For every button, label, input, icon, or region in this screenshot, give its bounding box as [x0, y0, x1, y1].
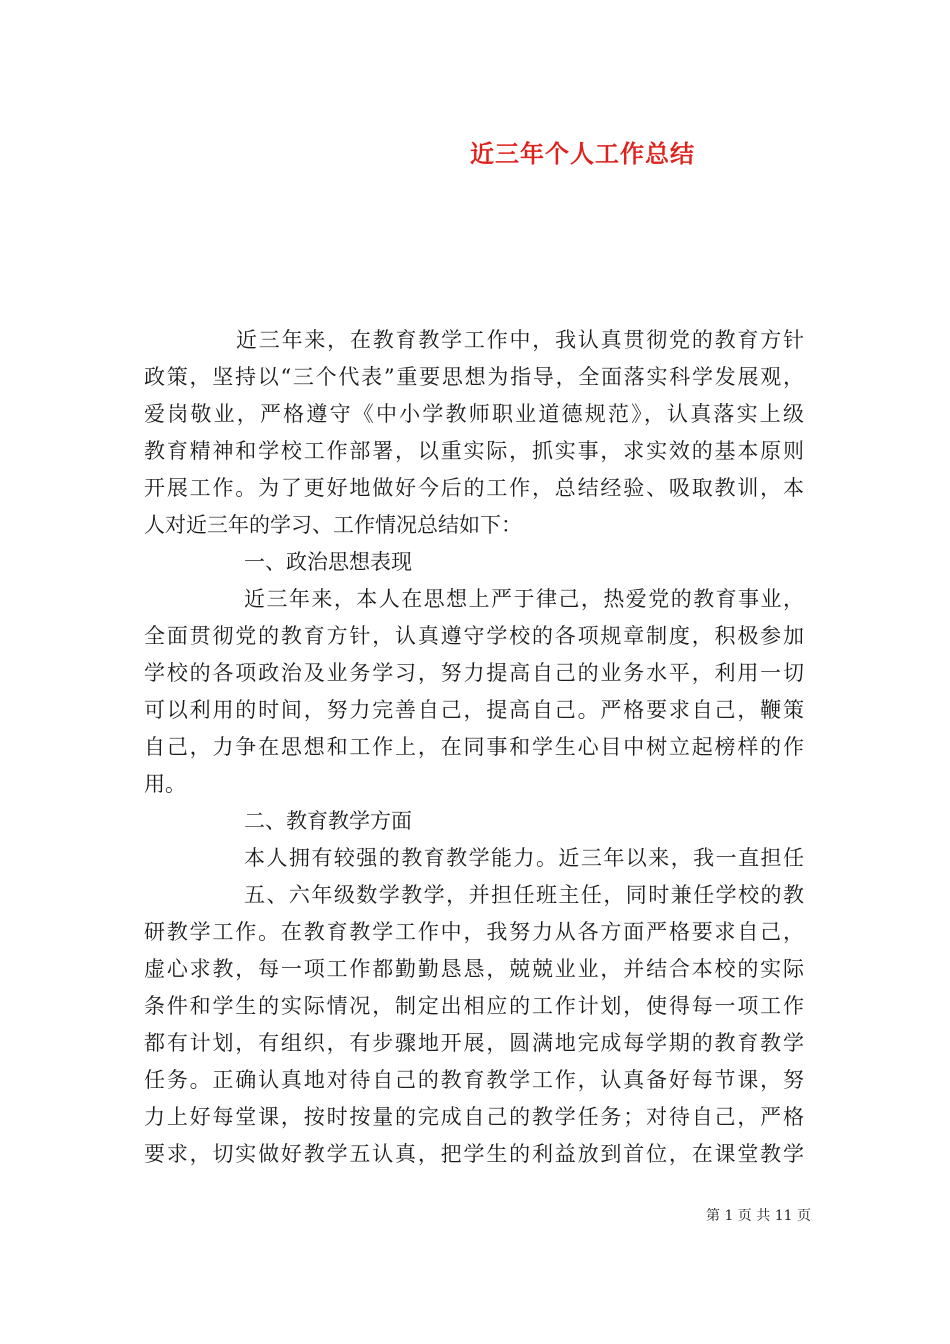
paragraph-line: 研教学工作。在教育教学工作中，我努力从各方面严格要求自己，: [144, 920, 804, 944]
paragraph-line: 五、六年级数学教学，并担任班主任，同时兼任学校的教: [244, 883, 804, 907]
paragraph-line: 学校的各项政治及业务学习，努力提高自己的业务水平，利用一切: [144, 661, 804, 685]
paragraph-line: 力上好每堂课，按时按量的完成自己的教学任务；对待自己，严格: [144, 1105, 804, 1129]
paragraph-line: 可以利用的时间，努力完善自己，提高自己。严格要求自己，鞭策: [144, 698, 804, 722]
document-body: [144, 322, 804, 1173]
paragraph-line: 自己，力争在思想和工作上，在同事和学生心目中树立起榜样的作: [144, 735, 804, 759]
paragraph-line: 用。: [144, 772, 186, 796]
paragraph-line: 全面贯彻党的教育方针，认真遵守学校的各项规章制度，积极参加: [144, 624, 804, 648]
paragraph-line: 二、教育教学方面: [244, 809, 412, 833]
paragraph-line: 爱岗敬业，严格遵守《中小学教师职业道德规范》，认真落实上级: [144, 402, 804, 426]
document-title: 近三年个人工作总结: [470, 139, 695, 168]
paragraph-line: 开展工作。为了更好地做好今后的工作，总结经验、吸取教训，本: [144, 476, 804, 500]
paragraph-line: 条件和学生的实际情况，制定出相应的工作计划，使得每一项工作: [144, 994, 804, 1018]
paragraph-line: 本人拥有较强的教育教学能力。近三年以来，我一直担任: [244, 846, 804, 870]
paragraph-line: 要求，切实做好教学五认真，把学生的利益放到首位，在课堂教学: [144, 1142, 804, 1166]
paragraph-line: 近三年来，本人在思想上严于律己，热爱党的教育事业，: [244, 587, 804, 611]
paragraph-line: 近三年来，在教育教学工作中，我认真贯彻党的教育方针: [236, 328, 804, 352]
paragraph-line: 虚心求教，每一项工作都勤勤恳恳，兢兢业业，并结合本校的实际: [144, 957, 804, 981]
paragraph-line: 任务。正确认真地对待自己的教育教学工作，认真备好每节课，努: [144, 1068, 804, 1092]
paragraph-line: 一、政治思想表现: [244, 550, 412, 574]
paragraph-line: 都有计划，有组织，有步骤地开展，圆满地完成每学期的教育教学: [144, 1031, 804, 1055]
paragraph-line: 政策，坚持以“三个代表”重要思想为指导，全面落实科学发展观，: [144, 365, 804, 389]
paragraph-line: 人对近三年的学习、工作情况总结如下：: [144, 513, 522, 537]
paragraph-line: 教育精神和学校工作部署，以重实际，抓实事，求实效的基本原则: [144, 439, 804, 463]
page-footer: 第 1 页 共 11 页: [706, 1208, 811, 1224]
